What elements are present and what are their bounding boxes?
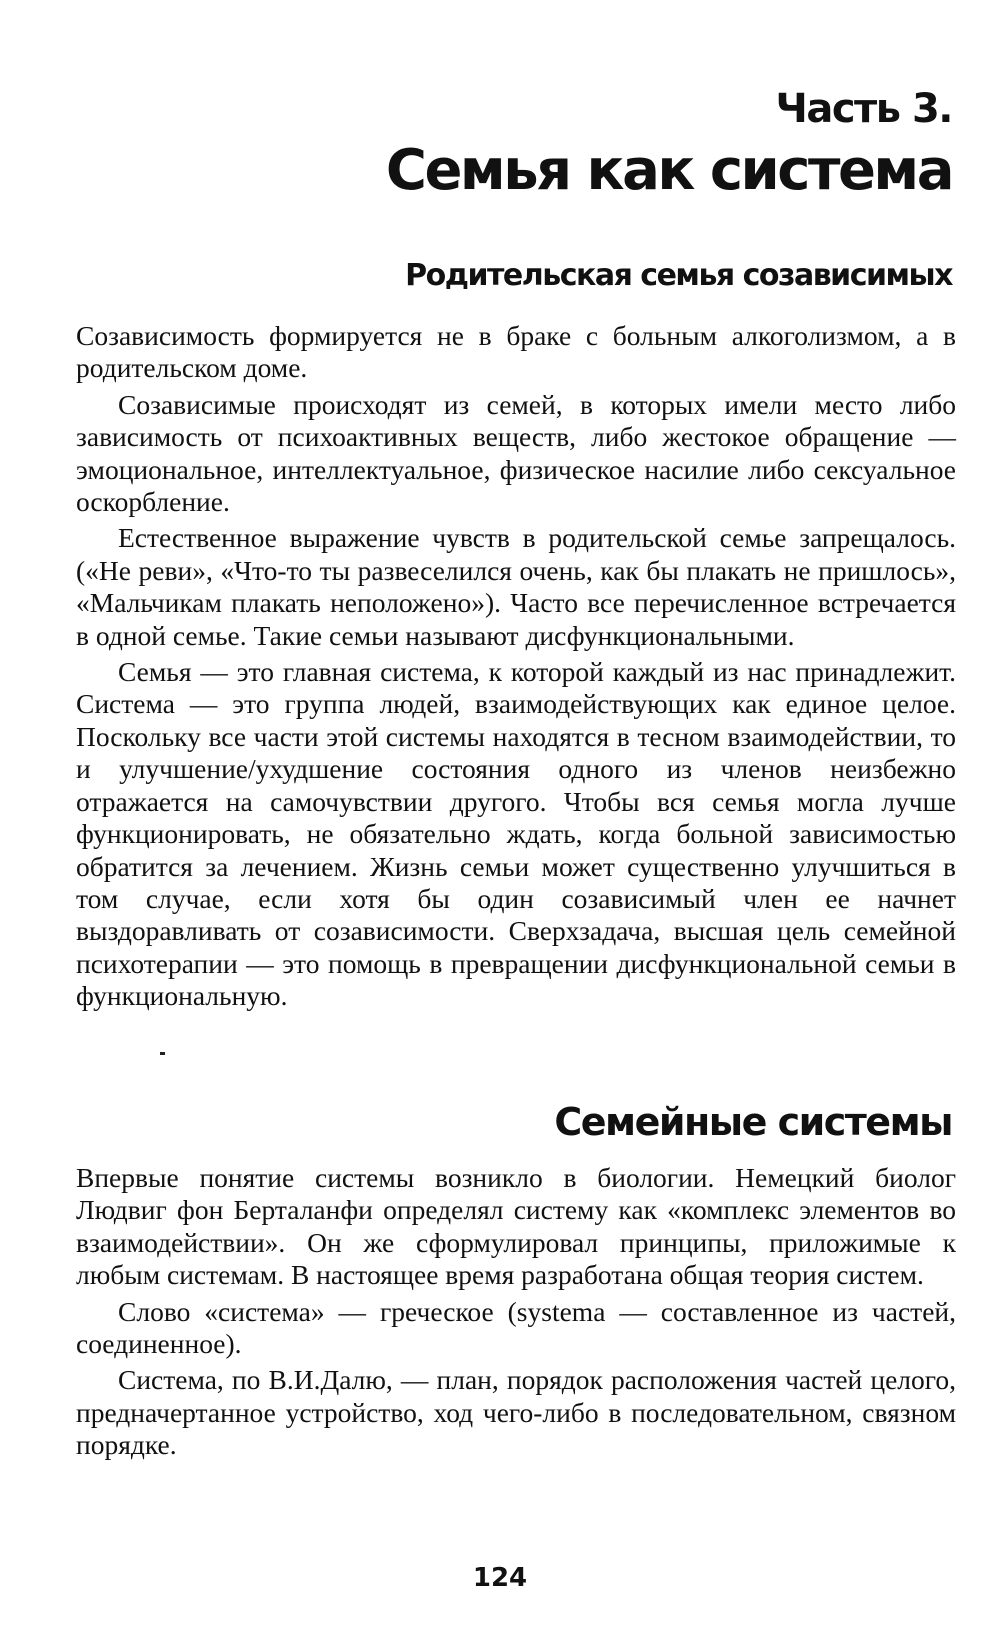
part-label: Часть 3. [775, 86, 952, 132]
section-title-parental-family: Родительская семья созависимых [405, 258, 952, 293]
paragraph: Система, по В.И.Далю, — план, порядок расположения частей целого, предначертанное устройство, ход чего-либо в последовательном, связном порядке. [76, 1364, 956, 1461]
print-speck [160, 1052, 165, 1055]
chapter-title: Семья как система [385, 138, 952, 203]
section-body-parental-family [76, 320, 956, 1017]
paragraph: Созависимые происходят из семей, в которых имели место либо зависимость от психоактивных веществ, либо жестокое обращение — эмоциональное, интеллектуальное, физическое насилие либо сексуальное оскорбление. [76, 388, 956, 518]
paragraph: Слово «система» — греческое (systema — составленное из частей, соединенное). [76, 1295, 956, 1360]
section-title-family-systems: Семейные системы [554, 1100, 952, 1144]
section-body-family-systems [76, 1162, 956, 1466]
paragraph: Созависимость формируется не в браке с больным алкоголизмом, а в родительском доме. [76, 320, 956, 384]
paragraph: Семья — это главная система, к которой каждый из нас принадлежит. Система — это группа людей, взаимодействующих как единое целое. Поскольку все части этой системы находятся в тесном взаимодействии, то и улучшение/ухудшение состояния одного из членов неизбежно отражается на самочувствии другого. Чтобы вся семья могла лучше функционировать, не обязательно ждать, когда больной зависимостью обратится за лечением. Жизнь семьи может существенно улучшиться в том случае, если хотя бы один созависимый член ее начнет выздоравливать от созависимости. Сверхзадача, высшая цель семейной психотерапии — это помощь в превращении дисфункциональной семьи в функциональную. [76, 656, 956, 1012]
paragraph: Впервые понятие системы возникло в биологии. Немецкий биолог Людвиг фон Берталанфи определял систему как «комплекс элементов во взаимодействии». Он же сформулировал принципы, приложимые к любым системам. В настоящее время разработана общая теория систем. [76, 1162, 956, 1291]
page-number: 124 [472, 1563, 528, 1593]
paragraph: Естественное выражение чувств в родительской семье запрещалось. («Не реви», «Что-то ты развеселился очень, как бы плакать не пришлось», «Мальчикам плакать неположено»). Часто все перечисленное встречается в одной семье. Такие семьи называют дисфункциональными. [76, 522, 956, 651]
